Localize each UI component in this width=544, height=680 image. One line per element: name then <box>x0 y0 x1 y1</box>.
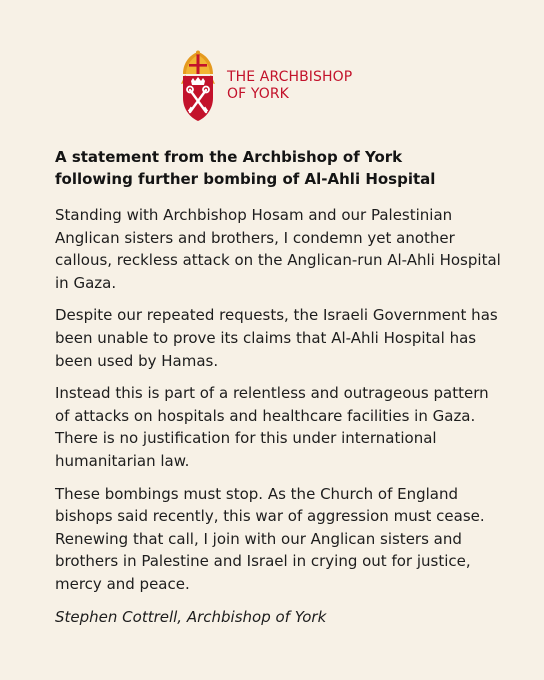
logo-line-2: OF YORK <box>227 86 289 102</box>
logo-wordmark <box>227 69 352 103</box>
statement-body <box>55 146 501 628</box>
heading-line-2: following further bombing of Al-Ahli Hospital <box>55 170 436 188</box>
paragraph-2: Despite our repeated requests, the Israeli Government has been unable to prove its claims that Al-Ahli Hospital has been used by Hamas. <box>55 306 498 370</box>
logo <box>179 50 352 122</box>
paragraph-1: Standing with Archbishop Hosam and our Palestinian Anglican sisters and brothers, I condemn yet another callous, reckless attack on the Anglican-run Al-Ahli Hospital in Gaza. <box>55 206 501 292</box>
statement-heading <box>55 146 501 190</box>
paragraph-4: These bombings must stop. As the Church of England bishops said recently, this war of aggression must cease. Renewing that call, I join with our Anglican sisters and brothers in Palestine and Israel in crying out for justice, mercy and peace. <box>55 484 485 593</box>
signature: Stephen Cottrell, Archbishop of York <box>55 607 327 626</box>
heading-line-1: A statement from the Archbishop of York <box>55 148 403 166</box>
paragraph-3: Instead this is part of a relentless and outrageous pattern of attacks on hospitals and healthcare facilities in Gaza. There is no justification for this under international humanitarian law. <box>55 384 489 470</box>
archbishop-crest-icon <box>179 50 217 122</box>
logo-line-1: THE ARCHBISHOP <box>227 69 353 85</box>
